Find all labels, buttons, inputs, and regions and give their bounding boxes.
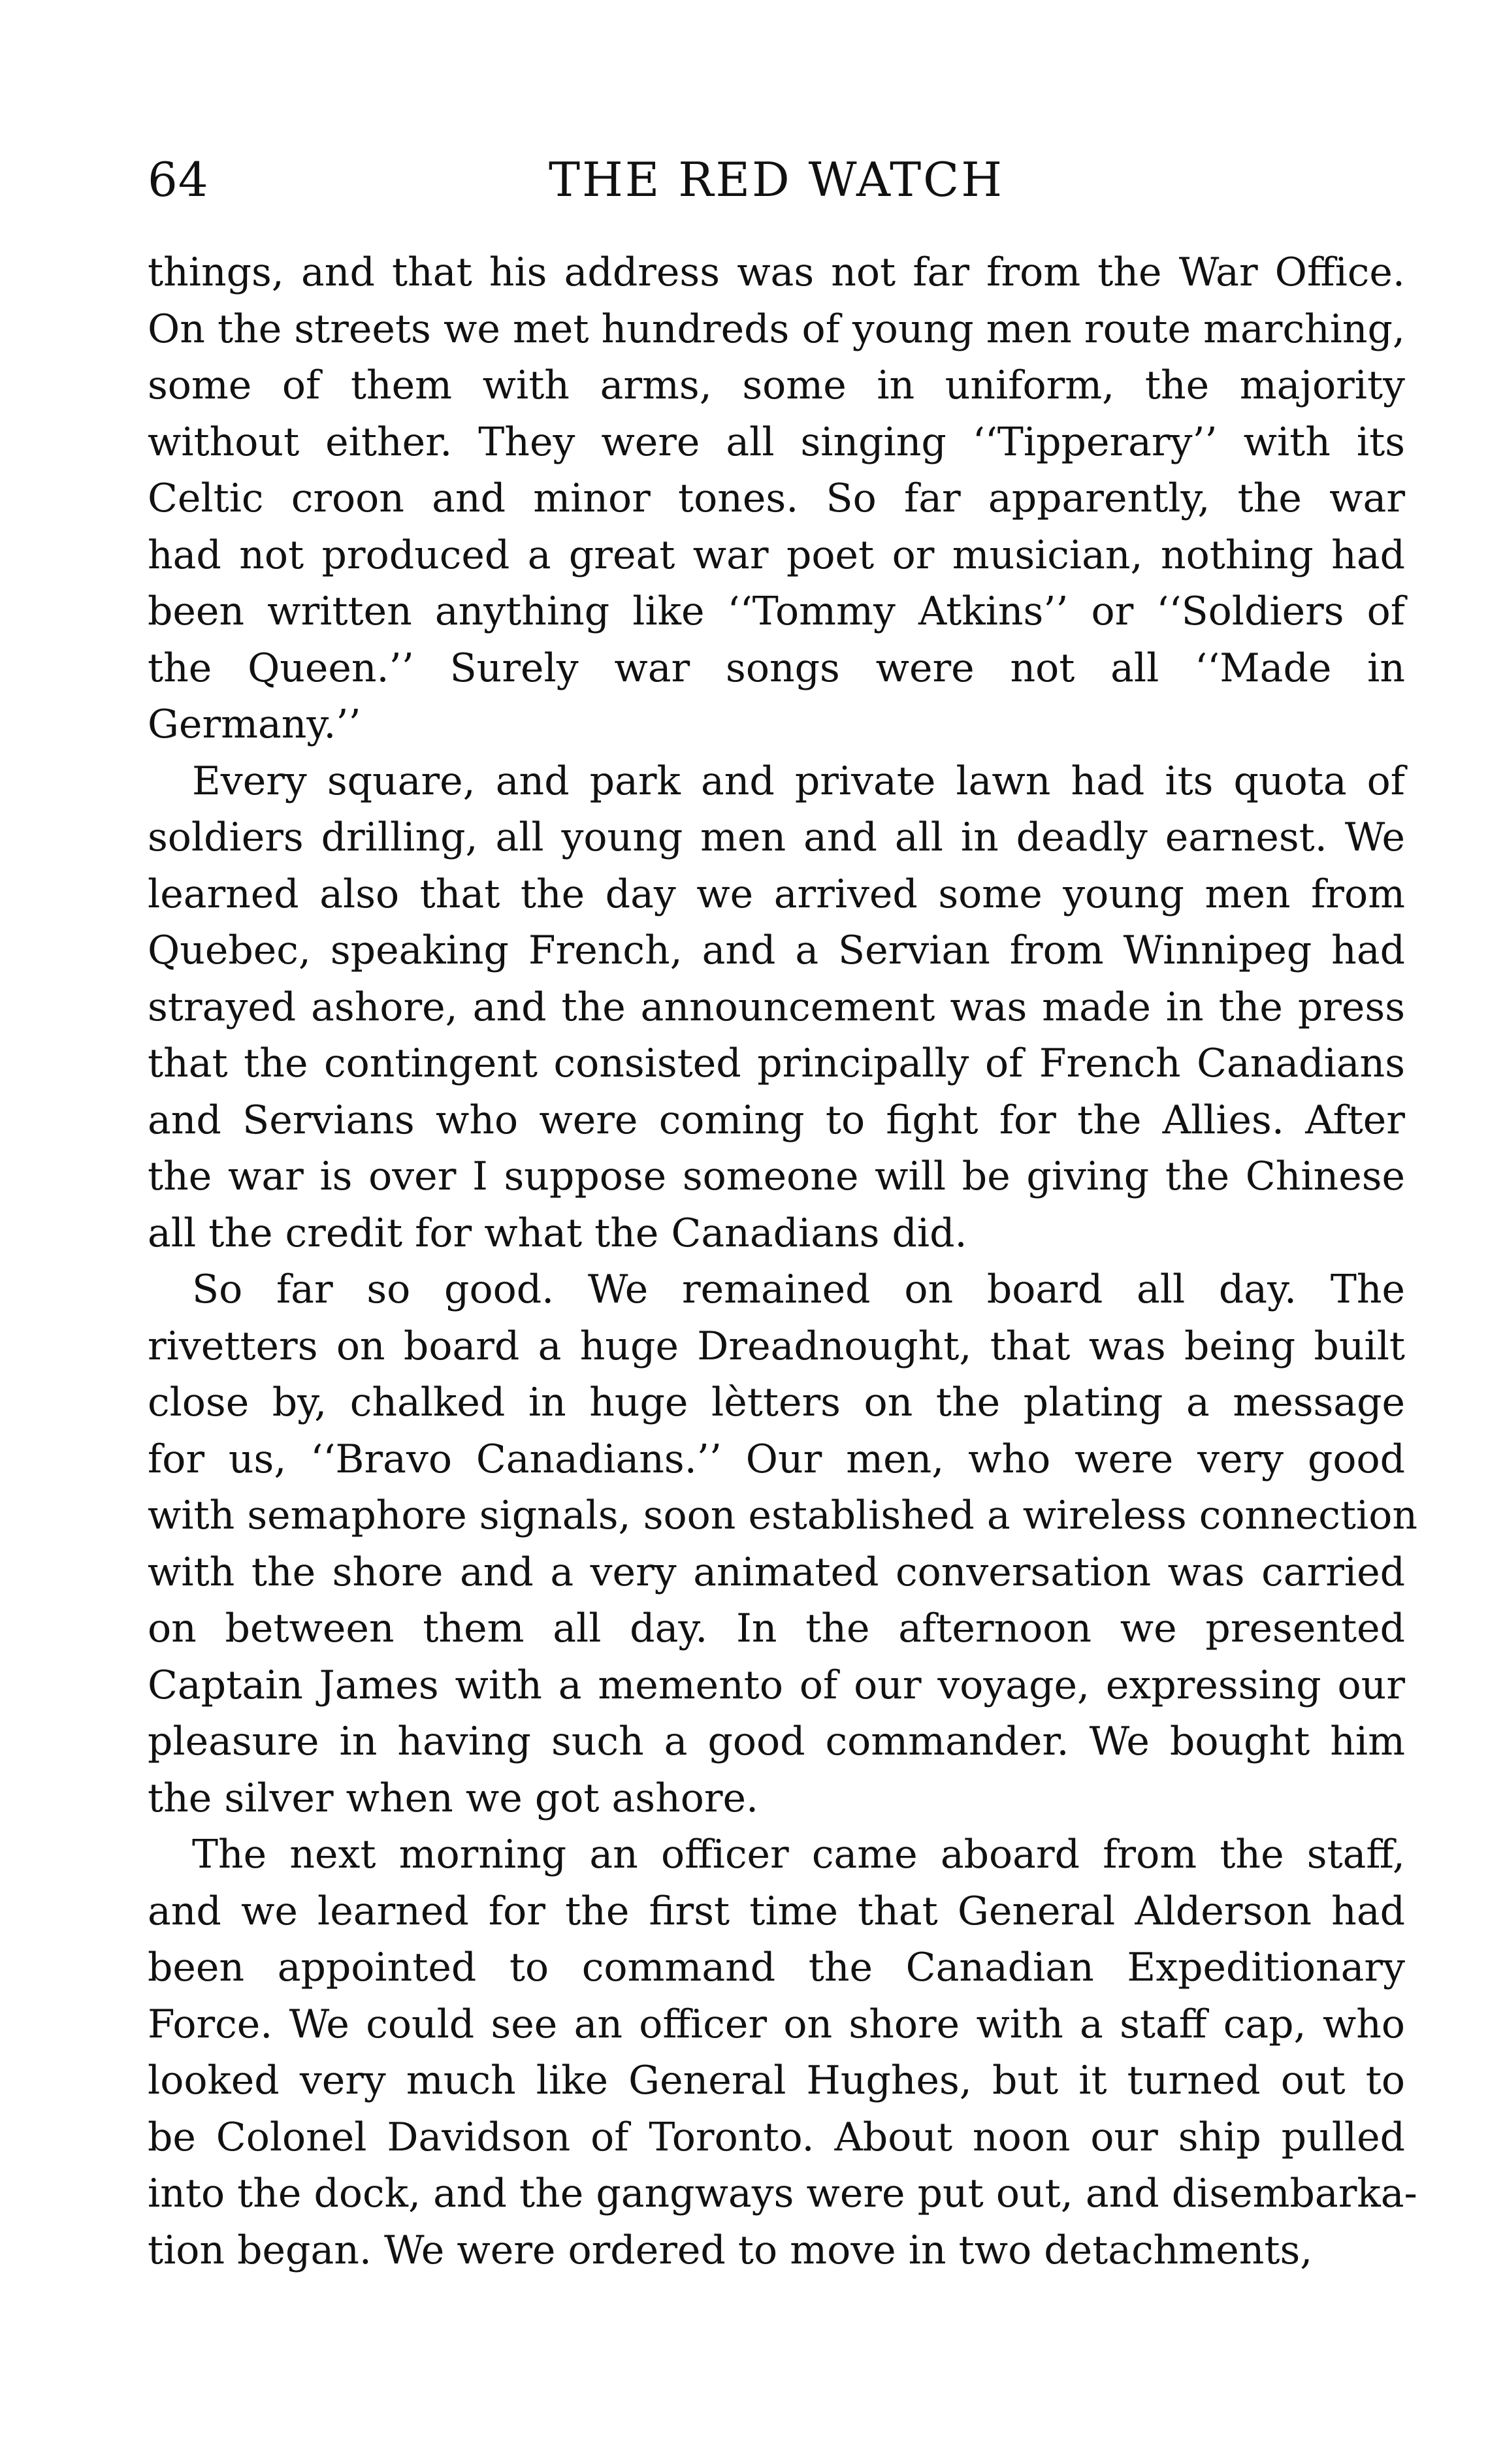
- text-line: and Servians who were coming to fight for the Allies. After: [148, 1097, 1405, 1143]
- text-line: Force. We could see an officer on shore with a staff cap, who: [148, 2001, 1405, 2047]
- text-line: learned also that the day we arrived some young men from: [148, 871, 1405, 917]
- text-line: into the dock, and the gangways were put out, and disembarka-: [148, 2171, 1417, 2216]
- text-line: the Queen.’’ Surely war songs were not all ‘‘Made in: [148, 645, 1405, 691]
- text-line: been appointed to command the Canadian Expeditionary: [148, 1945, 1405, 1990]
- text-line: been written anything like ‘‘Tommy Atkins’’ or ‘‘Soldiers of: [148, 589, 1405, 634]
- text-line: some of them with arms, some in uniform, the majority: [148, 363, 1405, 408]
- text-line: Captain James with a memento of our voyage, expressing our: [148, 1662, 1405, 1708]
- text-line: Every square, and park and private lawn had its quota of: [192, 758, 1405, 804]
- page-number: 64: [148, 152, 209, 207]
- text-line: soldiers drilling, all young men and all in deadly earnest. We: [148, 815, 1405, 860]
- running-title: THE RED WATCH: [548, 152, 1005, 207]
- text-line: things, and that his address was not far from the War Office.: [148, 250, 1405, 295]
- text-line: tion began. We were ordered to move in two detachments,: [148, 2227, 1313, 2273]
- body-text: [148, 244, 1417, 2278]
- text-line: all the credit for what the Canadians did.: [148, 1210, 967, 1256]
- running-head: [148, 147, 1405, 212]
- text-line: be Colonel Davidson of Toronto. About noon our ship pulled: [148, 2114, 1405, 2160]
- text-line: Quebec, speaking French, and a Servian from Winnipeg had: [148, 928, 1405, 973]
- paragraph: [148, 1261, 1417, 1826]
- text-line: Germany.’’: [148, 702, 361, 747]
- text-line: strayed ashore, and the announcement was made in the press: [148, 984, 1405, 1030]
- text-line: looked very much like General Hughes, but it turned out to: [148, 2058, 1405, 2103]
- text-line: had not produced a great war poet or musician, nothing had: [148, 532, 1405, 578]
- text-line: the war is over I suppose someone will be giving the Chinese: [148, 1154, 1405, 1199]
- text-line: Celtic croon and minor tones. So far apparently, the war: [148, 476, 1405, 521]
- text-line: that the contingent consisted principally of French Canadians: [148, 1041, 1405, 1086]
- text-line: with semaphore signals, soon established a wireless connection: [148, 1493, 1417, 1538]
- text-line: rivetters on board a huge Dreadnought, that was being built: [148, 1323, 1405, 1369]
- text-line: for us, ‘‘Bravo Canadians.’’ Our men, who were very good: [148, 1436, 1405, 1482]
- text-line: the silver when we got ashore.: [148, 1775, 759, 1821]
- paragraph: [148, 753, 1405, 1262]
- text-line: on between them all day. In the afternoon we presented: [148, 1606, 1405, 1651]
- text-line: The next morning an officer came aboard from the staff,: [192, 1832, 1405, 1877]
- text-line: without either. They were all singing ‘‘Tipperary’’ with its: [148, 419, 1405, 465]
- text-line: So far so good. We remained on board all day. The: [192, 1267, 1405, 1312]
- text-line: close by, chalked in huge lètters on the plating a message: [148, 1380, 1405, 1425]
- text-line: On the streets we met hundreds of young men route marching,: [148, 306, 1405, 352]
- text-line: with the shore and a very animated conversation was carried: [148, 1549, 1405, 1595]
- text-line: and we learned for the first time that General Alderson had: [148, 1888, 1405, 1934]
- paragraph: [148, 244, 1405, 753]
- text-line: pleasure in having such a good commander. We bought him: [148, 1719, 1405, 1764]
- paragraph: [148, 1826, 1417, 2278]
